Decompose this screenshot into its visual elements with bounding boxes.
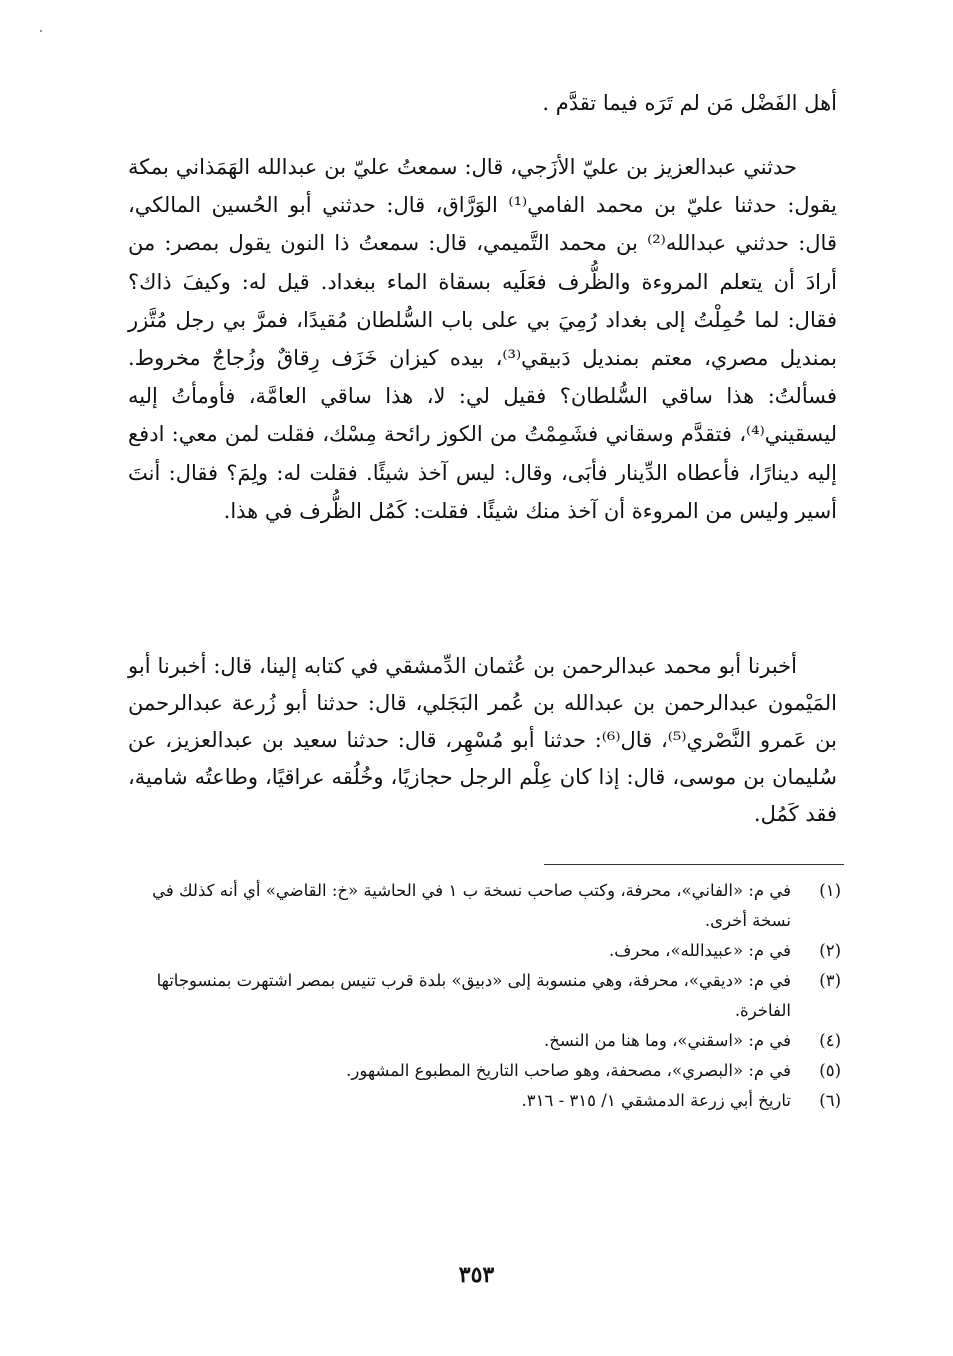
paragraph-1	[128, 148, 837, 530]
footnote-number: (٣)	[819, 971, 841, 990]
footnote-number: (٢)	[819, 941, 841, 960]
footnote-text: في م: «ديقي»، محرفة، وهي منسوبة إلى «دبيق» بلدة قرب تنيس بمصر اشتهرت بمنسوجاتها الفاخرة.	[156, 971, 791, 1020]
intro-line: أهل الفَضْل مَن لم تَرَه فيما تقدَّم .	[542, 91, 837, 115]
footnote-5	[128, 1056, 841, 1086]
footnote-text: في م: «البصري»، مصحفة، وهو صاحب التاريخ المطبوع المشهور.	[346, 1061, 791, 1080]
footnote-number: (٥)	[819, 1061, 841, 1080]
footnote-number: (٦)	[819, 1091, 841, 1110]
footnote-divider	[544, 864, 844, 865]
footnote-3	[128, 966, 841, 1026]
scan-speck	[40, 30, 42, 32]
footnote-4	[128, 1026, 841, 1056]
footnote-2	[128, 936, 841, 966]
footnote-6	[128, 1086, 841, 1116]
paragraph-2	[128, 648, 837, 833]
footnote-number: (١)	[819, 881, 841, 900]
paragraph-1-text: حدثني عبدالعزيز بن عليّ الأزَجي، قال: سمعتُ عليّ بن عبدالله الهَمَذاني بمكة يقول: حدثنا عليّ بن محمد الفامي⁽¹⁾ الوَرَّاق، قال: حدثني أبو الحُسين المالكي، قال: حدثني عبدالله⁽²⁾ بن محمد التَّميمي، قال: سمعتُ ذا النون يقول بمصر: من أرادَ أن يتعلم المروءة والظُّرف فعَلَيه بسقاة الماء ببغداد. قيل له: وكيفَ ذاك؟ فقال: لما حُمِلْتُ إلى بغداد رُمِيَ بي على باب السُّلطان مُقيدًا، فمرَّ بي رجل مُتَّزر بمنديل مصري، معتم بمنديل دَبيقي⁽³⁾، بيده كيزان خَزَف رِقاقٌ وزُجاجٌ مخروط. فسألتُ: هذا ساقي السُّلطان؟ فقيل لي: لا، هذا ساقي العامَّة، فأومأتُ إليه ليسقيني⁽⁴⁾، فتقدَّم وسقاني فشَمِمْتُ من الكوز رائحة مِسْك، فقلت لمن معي: ادفع إليه دينارًا، فأعطاه الدِّينار فأبَى، وقال: ليس آخذ شيئًا. فقلت له: ولِمَ؟ فقال: أنتَ أسير وليس من المروءة أن آخذ منك شيئًا. فقلت: كَمُل الظُّرف في هذا.	[128, 155, 837, 523]
page-number: ٣٥٣	[458, 1262, 495, 1288]
footnote-text: في م: «الفاني»، محرفة، وكتب صاحب نسخة ب ١ في الحاشية «خ: القاضي» أي أنه كذلك في نسخة أخرى.	[152, 881, 791, 930]
footnotes	[128, 876, 841, 1116]
paragraph-2-text: أخبرنا أبو محمد عبدالرحمن بن عُثمان الدِّمشقي في كتابه إلينا، قال: أخبرنا أبو المَيْمون عبدالرحمن بن عبدالله بن عُمر البَجَلي، قال: حدثنا أبو زُرعة عبدالرحمن بن عَمرو النَّصْري⁽⁵⁾، قال⁽⁶⁾: حدثنا أبو مُسْهِر، قال: حدثنا سعيد بن عبدالعزيز، عن سُليمان بن موسى، قال: إذا كان عِلْم الرجل حجازيًا، وخُلُقه عراقيًا، وطاعتُه شامية، فقد كَمُل.	[128, 654, 837, 826]
footnote-number: (٤)	[819, 1031, 841, 1050]
footnote-text: تاريخ أبي زرعة الدمشقي ١/ ٣١٥ - ٣١٦.	[521, 1091, 791, 1110]
footnote-text: في م: «عبيدالله»، محرف.	[609, 941, 791, 960]
footnote-1	[128, 876, 841, 936]
footnote-text: في م: «اسقني»، وما هنا من النسخ.	[543, 1031, 791, 1050]
